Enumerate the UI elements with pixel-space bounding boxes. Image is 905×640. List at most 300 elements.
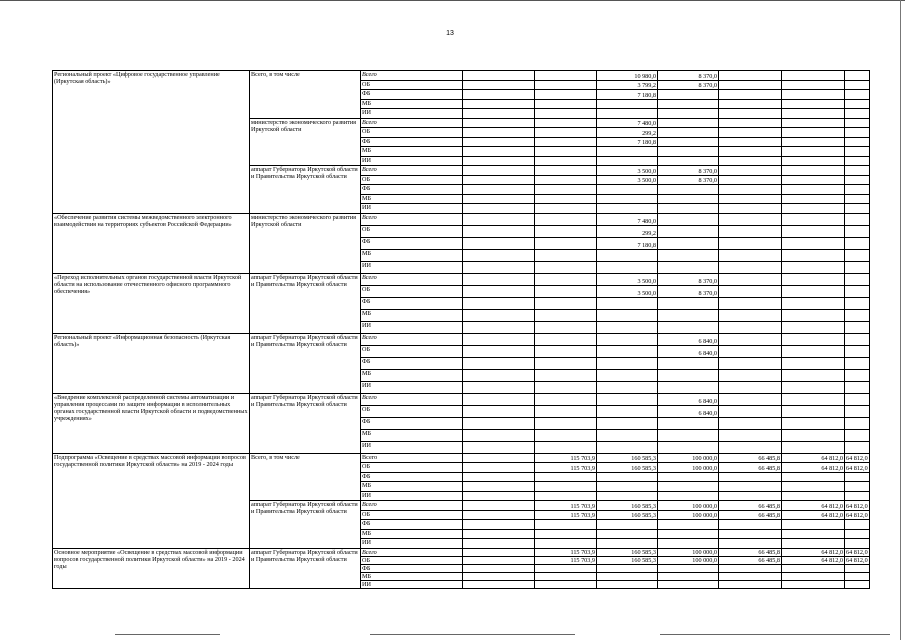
amount-cell [463,333,535,345]
amount-cell [845,491,870,501]
amount-cell [535,417,597,429]
amount-cell [845,90,870,100]
amount-cell: 115 703,9 [535,453,597,463]
amount-cell [535,80,597,90]
amount-cell [463,166,535,176]
amount-cell [845,225,870,237]
amount-cell [782,185,845,195]
amount-cell [845,166,870,176]
amount-cell [463,491,535,501]
amount-cell [597,156,658,166]
amount-cell [845,285,870,297]
amount-cell [597,147,658,157]
amount-cell: 160 585,3 [597,548,658,556]
amount-cell: 100 000,0 [658,510,719,520]
funding-source-cell: ФБ [361,417,463,429]
amount-cell [535,491,597,501]
amount-cell [782,147,845,157]
amount-cell: 115 703,9 [535,548,597,556]
funding-source-cell: ОБ [361,80,463,90]
amount-cell [535,441,597,453]
amount-cell [719,321,782,333]
amount-cell [782,194,845,204]
amount-cell [845,147,870,157]
amount-cell: 64 812,0 [846,548,868,556]
funding-source-cell: МБ [361,249,463,261]
executor-cell: аппарат Губернатора Иркутской области и Правительства Иркутской области [250,166,361,214]
amount-cell [463,405,535,417]
activity-name-cell: Подпрограмма «Освещение в средствах массовой информации вопросов государственной политики Иркутской области» на 2019 - 2024 годы [53,453,250,548]
amount-cell [658,529,719,539]
amount-cell [597,345,658,357]
funding-source-cell: Всего [361,548,463,556]
amount-cell [782,472,845,482]
amount-cell [658,381,719,393]
amount-cell: 64 812,0 [782,556,845,564]
amount-cell [535,539,597,549]
amount-cell: 64 812,0 [782,510,845,520]
amount-cell [463,539,535,549]
funding-source-cell: ФБ [361,90,463,100]
amount-cell [845,572,870,580]
amount-cell [845,213,870,225]
amount-cell [719,147,782,157]
amount-cell: 7 480,0 [597,213,658,225]
amount-cell [719,369,782,381]
activity-name-cell: «Обеспечение развития системы межведомственного электронного взаимодействия на территориях субъектов Российской Федерации» [53,213,250,273]
amount-cell [782,345,845,357]
amount-cell [463,128,535,138]
amount-cell [782,156,845,166]
amount-cell [463,249,535,261]
amount-cell [597,369,658,381]
table-row [53,273,870,285]
amount-cell [719,128,782,138]
amount-cell [535,175,597,185]
amount-cell: 3 500,0 [597,166,658,176]
amount-cell [845,520,870,530]
executor-cell: аппарат Губернатора Иркутской области и Правительства Иркутской области [250,501,361,549]
amount-cell: 64 812,0 [846,512,868,519]
amount-cell [719,285,782,297]
amount-cell [597,297,658,309]
amount-cell [463,204,535,214]
amount-cell [719,429,782,441]
amount-cell [597,309,658,321]
amount-cell: 115 703,9 [535,463,597,473]
amount-cell [845,564,870,572]
amount-cell [719,99,782,109]
amount-cell: 299,2 [597,225,658,237]
amount-cell [463,237,535,249]
executor-cell: Всего, в том числе [250,71,361,119]
amount-cell [535,237,597,249]
amount-cell [782,285,845,297]
amount-cell: 6 840,0 [658,393,719,405]
amount-cell [782,369,845,381]
amount-cell [463,225,535,237]
amount-cell: 6 840,0 [658,345,719,357]
amount-cell [535,393,597,405]
amount-cell [463,482,535,492]
amount-cell: 100 000,0 [658,453,719,463]
amount-cell [845,539,870,549]
funding-source-cell: ИИ [361,321,463,333]
amount-cell [782,213,845,225]
amount-cell [719,237,782,249]
amount-cell [719,109,782,119]
amount-cell [463,175,535,185]
amount-cell [597,564,658,572]
funding-source-cell: ИИ [361,109,463,119]
amount-cell [535,99,597,109]
amount-cell [719,185,782,195]
amount-cell [719,405,782,417]
amount-cell [782,441,845,453]
amount-cell [845,185,870,195]
amount-cell [658,429,719,441]
amount-cell [719,417,782,429]
amount-cell [845,482,870,492]
amount-cell [845,309,870,321]
funding-source-cell: ФБ [361,520,463,530]
amount-cell [782,482,845,492]
amount-cell [535,572,597,580]
amount-cell [782,580,845,588]
amount-cell [535,147,597,157]
amount-cell: 64 812,0 [846,455,868,462]
amount-cell [597,520,658,530]
amount-cell [535,71,597,81]
funding-source-cell: МБ [361,572,463,580]
amount-cell: 299,2 [597,128,658,138]
amount-cell [719,482,782,492]
amount-cell: 160 585,3 [597,463,658,473]
amount-cell [463,261,535,273]
amount-cell: 66 485,8 [719,501,782,511]
funding-source-cell: ИИ [361,156,463,166]
amount-cell [719,80,782,90]
amount-cell [782,309,845,321]
amount-cell [535,156,597,166]
amount-cell: 6 840,0 [658,333,719,345]
amount-cell: 115 703,9 [535,501,597,511]
amount-cell [463,71,535,81]
funding-source-cell: МБ [361,482,463,492]
executor-cell: министерство экономического развития Иркутской области [250,213,361,273]
amount-cell: 66 485,8 [719,453,782,463]
amount-cell [782,71,845,81]
amount-cell [535,249,597,261]
amount-cell [463,118,535,128]
funding-source-cell: МБ [361,529,463,539]
amount-cell [535,369,597,381]
amount-cell [535,261,597,273]
funding-source-cell: Всего [361,71,463,81]
amount-cell [463,156,535,166]
amount-cell [463,564,535,572]
amount-cell [658,99,719,109]
funding-source-cell: ОБ [361,128,463,138]
amount-cell [658,225,719,237]
amount-cell [782,90,845,100]
amount-cell: 64 812,0 [782,548,845,556]
funding-source-cell: ОБ [361,510,463,520]
amount-cell [597,393,658,405]
amount-cell [463,297,535,309]
table-row [53,71,870,81]
amount-cell: 64 812,0 [846,502,868,510]
table-row [53,333,870,345]
amount-cell [658,520,719,530]
activity-name-cell: Региональный проект «Информационная безопасность (Иркутская область)» [53,333,250,393]
amount-cell [845,156,870,166]
amount-cell [782,491,845,501]
funding-source-cell: ИИ [361,441,463,453]
amount-cell [719,204,782,214]
amount-cell [719,529,782,539]
executor-cell: аппарат Губернатора Иркутской области и Правительства Иркутской области [250,333,361,393]
amount-cell [782,393,845,405]
amount-cell [463,548,535,556]
amount-cell [719,137,782,147]
amount-cell [535,128,597,138]
amount-cell [719,166,782,176]
amount-cell [719,393,782,405]
amount-cell: 66 485,8 [719,463,782,473]
amount-cell: 8 370,0 [658,273,719,285]
amount-cell [719,156,782,166]
executor-cell: аппарат Губернатора Иркутской области и Правительства Иркутской области [250,393,361,453]
amount-cell: 3 500,0 [597,175,658,185]
funding-source-cell: ФБ [361,472,463,482]
amount-cell [658,309,719,321]
amount-cell [535,405,597,417]
amount-cell [845,405,870,417]
amount-cell [719,249,782,261]
amount-cell: 64 812,0 [782,453,845,463]
bottom-rule-middle [370,634,575,635]
amount-cell [782,118,845,128]
amount-cell [597,185,658,195]
amount-cell: 3 500,0 [597,285,658,297]
funding-source-cell: Всего [361,333,463,345]
amount-cell [845,273,870,285]
amount-cell [845,369,870,381]
funding-source-cell: МБ [361,429,463,441]
amount-cell [463,463,535,473]
funding-source-cell: Всего [361,273,463,285]
amount-cell [845,529,870,539]
amount-cell [535,564,597,572]
amount-cell [719,520,782,530]
executor-cell: аппарат Губернатора Иркутской области и Правительства Иркутской области [250,273,361,333]
amount-cell [658,194,719,204]
amount-cell: 8 370,0 [658,175,719,185]
amount-cell [845,417,870,429]
amount-cell [658,249,719,261]
amount-cell [535,357,597,369]
amount-cell [535,137,597,147]
activity-name-cell: «Внедрение комплексной распределенной системы автоматизации и управления процессами по защите информации в исполнительных органах государственной власти Иркутской области и подведомственных учреждениях» [53,393,250,453]
amount-cell [658,128,719,138]
amount-cell [535,204,597,214]
amount-cell [782,204,845,214]
amount-cell [463,510,535,520]
amount-cell [845,472,870,482]
funding-source-cell: ИИ [361,491,463,501]
amount-cell: 8 370,0 [658,80,719,90]
amount-cell [597,321,658,333]
funding-table [52,70,870,589]
amount-cell [658,482,719,492]
executor-cell: Всего, в том числе [250,453,361,501]
amount-cell [719,357,782,369]
amount-cell [597,333,658,345]
amount-cell [535,520,597,530]
amount-cell [463,273,535,285]
amount-cell [658,369,719,381]
funding-source-cell: ИИ [361,580,463,588]
amount-cell [658,204,719,214]
amount-cell [535,285,597,297]
amount-cell: 6 840,0 [658,405,719,417]
amount-cell [463,472,535,482]
amount-cell: 7 180,8 [597,137,658,147]
amount-cell [719,225,782,237]
amount-cell [845,261,870,273]
amount-cell [463,185,535,195]
amount-cell [463,90,535,100]
amount-cell [597,194,658,204]
amount-cell [845,194,870,204]
amount-cell [845,357,870,369]
funding-source-cell: Всего [361,213,463,225]
funding-source-cell: МБ [361,147,463,157]
amount-cell [719,213,782,225]
amount-cell [658,580,719,588]
amount-cell [782,128,845,138]
amount-cell [597,357,658,369]
funding-table-body [53,71,870,589]
funding-source-cell: ОБ [361,285,463,297]
amount-cell [463,321,535,333]
amount-cell [535,345,597,357]
amount-cell [719,572,782,580]
amount-cell [463,580,535,588]
amount-cell [463,357,535,369]
funding-source-cell: ФБ [361,564,463,572]
funding-source-cell: ИИ [361,261,463,273]
amount-cell [845,237,870,249]
amount-cell: 64 812,0 [846,556,868,564]
amount-cell [782,417,845,429]
amount-cell [845,429,870,441]
amount-cell [719,118,782,128]
amount-cell [658,321,719,333]
amount-cell [658,185,719,195]
amount-cell [782,333,845,345]
amount-cell [658,441,719,453]
funding-source-cell: Всего [361,501,463,511]
amount-cell [597,417,658,429]
amount-cell [782,297,845,309]
amount-cell [597,109,658,119]
amount-cell: 7 180,8 [597,90,658,100]
amount-cell [658,539,719,549]
amount-cell [845,333,870,345]
amount-cell [535,309,597,321]
amount-cell: 64 812,0 [782,501,845,511]
amount-cell [535,321,597,333]
amount-cell [535,333,597,345]
amount-cell [782,381,845,393]
amount-cell [719,381,782,393]
amount-cell [658,109,719,119]
amount-cell [463,393,535,405]
amount-cell [782,249,845,261]
amount-cell [782,237,845,249]
amount-cell [845,80,870,90]
amount-cell [463,441,535,453]
amount-cell [658,90,719,100]
funding-source-cell: ФБ [361,357,463,369]
amount-cell [535,185,597,195]
amount-cell [845,118,870,128]
amount-cell: 66 485,8 [719,548,782,556]
amount-cell: 100 000,0 [658,501,719,511]
amount-cell [845,393,870,405]
amount-cell [719,345,782,357]
amount-cell: 160 585,3 [597,510,658,520]
amount-cell [535,225,597,237]
amount-cell [845,71,870,81]
executor-cell: аппарат Губернатора Иркутской области и Правительства Иркутской области [250,548,361,588]
amount-cell [535,580,597,588]
amount-cell [782,405,845,417]
amount-cell [597,539,658,549]
amount-cell [845,580,870,588]
amount-cell [658,213,719,225]
amount-cell [658,357,719,369]
table-row [53,213,870,225]
amount-cell [597,472,658,482]
amount-cell: 160 585,3 [597,556,658,564]
amount-cell [535,118,597,128]
amount-cell [597,405,658,417]
funding-source-cell: ИИ [361,204,463,214]
amount-cell [845,99,870,109]
amount-cell [597,381,658,393]
amount-cell [658,417,719,429]
funding-source-cell: ИИ [361,539,463,549]
amount-cell: 160 585,3 [597,501,658,511]
funding-source-cell: Всего [361,118,463,128]
amount-cell [782,539,845,549]
bottom-rule-right [660,634,890,635]
amount-cell [845,204,870,214]
amount-cell [535,472,597,482]
amount-cell: 100 000,0 [658,548,719,556]
funding-source-cell: Всего [361,166,463,176]
amount-cell [719,580,782,588]
amount-cell: 115 703,9 [535,510,597,520]
amount-cell [463,417,535,429]
amount-cell [845,137,870,147]
amount-cell [782,137,845,147]
amount-cell: 160 585,3 [597,453,658,463]
amount-cell [845,175,870,185]
